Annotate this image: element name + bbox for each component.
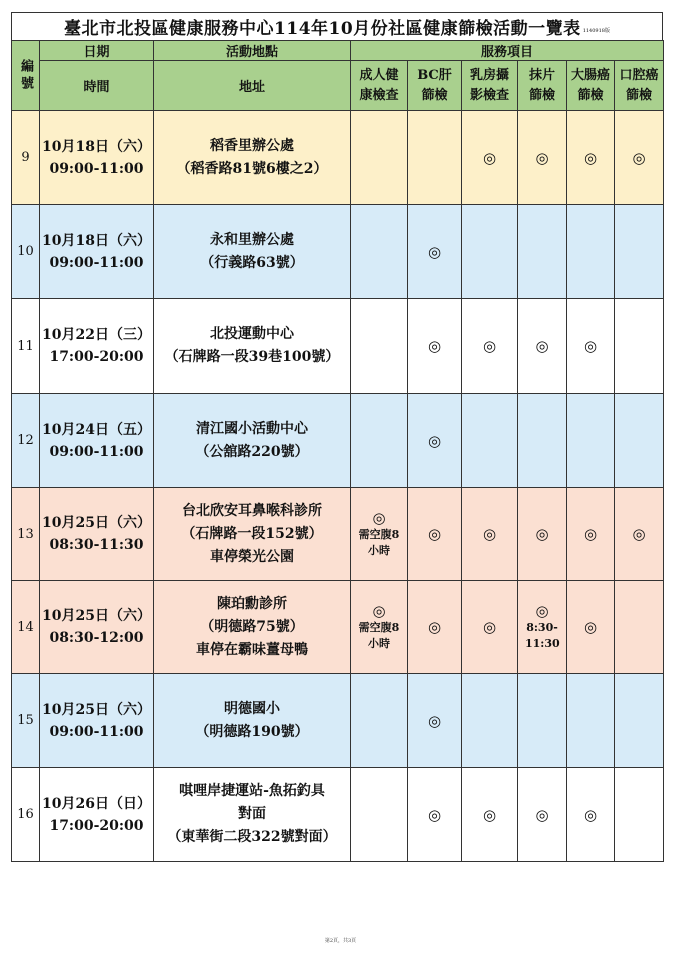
header-service-2: 乳房攝 影檢查: [462, 61, 518, 111]
location-line: 對面: [238, 806, 266, 822]
location-line: 車停在霸味薑母鴨: [196, 641, 308, 658]
location-line: 北投運動中心: [210, 326, 294, 342]
service-cell-5: [615, 674, 664, 768]
row-date: 10月18日（六）: [42, 138, 151, 155]
schedule-table: [11, 40, 664, 862]
header-date: 日期: [40, 41, 154, 61]
row-datetime: [40, 768, 154, 862]
row-date: 10月25日（六）: [42, 515, 151, 531]
location-line: （明德路190號）: [195, 723, 309, 740]
service-cell-1: ◎: [408, 394, 462, 488]
location-line: （東華街二段322號對面）: [167, 829, 337, 845]
row-location: [154, 581, 351, 674]
table-row: [12, 581, 664, 674]
row-number: 9: [12, 111, 40, 205]
row-time: 08:30-11:30: [49, 537, 144, 553]
service-cell-0: [351, 111, 408, 205]
row-datetime: [40, 488, 154, 581]
header-service-3: 抹片 篩檢: [518, 61, 567, 111]
service-cell-1: ◎: [408, 581, 462, 674]
service-cell-5: [615, 581, 664, 674]
row-location: [154, 111, 351, 205]
service-cell-3: [518, 394, 567, 488]
service-cell-5: [615, 299, 664, 394]
service-cell-3: ◎: [518, 299, 567, 394]
row-number: 12: [12, 394, 40, 488]
page-footer: 第2頁，共3頁: [324, 938, 357, 944]
service-cell-1: ◎: [408, 205, 462, 299]
row-time: 09:00-11:00: [49, 723, 144, 740]
location-line: （石牌路一段152號）: [181, 525, 323, 542]
header-location: 活動地點: [154, 41, 351, 61]
service-cell-3: ◎: [518, 768, 567, 862]
service-cell-2: ◎: [462, 488, 518, 581]
location-line: （明德路75號）: [200, 618, 304, 635]
service-mark: ◎: [372, 509, 386, 527]
document-title-bar: [11, 12, 663, 40]
service-cell-0: [351, 581, 408, 674]
header-service-1: BC肝 篩檢: [408, 61, 462, 111]
service-cell-5: [615, 768, 664, 862]
location-line: 稻香里辦公處: [210, 137, 294, 154]
table-row: [12, 205, 664, 299]
location-line: （稻香路81號6樓之2）: [176, 160, 328, 177]
location-line: 台北欣安耳鼻喉科診所: [182, 502, 322, 519]
row-location: [154, 674, 351, 768]
service-cell-4: [567, 394, 615, 488]
row-datetime: [40, 581, 154, 674]
row-number: 11: [12, 299, 40, 394]
table-row: [12, 299, 664, 394]
header-services: 服務項目: [351, 41, 664, 61]
table-row: [12, 674, 664, 768]
service-cell-2: [462, 205, 518, 299]
row-number: 15: [12, 674, 40, 768]
service-cell-2: ◎: [462, 111, 518, 205]
service-cell-4: ◎: [567, 111, 615, 205]
service-cell-4: [567, 674, 615, 768]
service-cell-3: ◎: [518, 111, 567, 205]
service-cell-3: ◎: [518, 488, 567, 581]
service-cell-0: [351, 674, 408, 768]
row-location: [154, 299, 351, 394]
location-line: （公舘路220號）: [195, 443, 309, 460]
header-number: 編號: [12, 41, 40, 111]
row-date: 10月25日（六）: [42, 608, 151, 624]
location-line: 清江國小活動中心: [196, 420, 308, 437]
row-location: [154, 768, 351, 862]
location-line: （石牌路一段39巷100號）: [164, 349, 340, 365]
service-cell-4: ◎: [567, 581, 615, 674]
row-date: 10月18日（六）: [42, 232, 151, 249]
service-cell-2: ◎: [462, 768, 518, 862]
header-time: 時間: [40, 61, 154, 111]
row-datetime: [40, 205, 154, 299]
service-cell-2: ◎: [462, 581, 518, 674]
table-row: [12, 394, 664, 488]
service-cell-4: [567, 205, 615, 299]
row-number: 16: [12, 768, 40, 862]
service-mark: ◎: [372, 602, 386, 620]
row-location: [154, 394, 351, 488]
row-datetime: [40, 674, 154, 768]
row-datetime: [40, 111, 154, 205]
row-location: [154, 488, 351, 581]
row-datetime: [40, 394, 154, 488]
service-cell-0: [351, 488, 408, 581]
row-date: 10月26日（日）: [42, 795, 151, 812]
location-line: 明德國小: [224, 700, 280, 717]
service-cell-0: [351, 768, 408, 862]
version-note: 1140918版: [582, 28, 610, 34]
service-cell-2: ◎: [462, 299, 518, 394]
service-cell-1: [408, 111, 462, 205]
service-mark: ◎: [535, 602, 549, 620]
service-cell-4: ◎: [567, 768, 615, 862]
header-service-5: 口腔癌 篩檢: [615, 61, 664, 111]
service-cell-5: [615, 205, 664, 299]
service-cell-4: ◎: [567, 299, 615, 394]
service-cell-1: ◎: [408, 488, 462, 581]
row-number: 14: [12, 581, 40, 674]
header-service-4: 大腸癌 篩檢: [567, 61, 615, 111]
row-time: 08:30-12:00: [49, 630, 144, 646]
service-cell-1: ◎: [408, 674, 462, 768]
service-cell-3: [518, 674, 567, 768]
row-time: 09:00-11:00: [49, 160, 144, 177]
table-row: [12, 488, 664, 581]
row-location: [154, 205, 351, 299]
service-note: 8:30-11:30: [525, 621, 560, 650]
row-number: 10: [12, 205, 40, 299]
header-address: 地址: [154, 61, 351, 111]
location-line: 唭哩岸捷運站-魚拓釣具: [179, 783, 325, 799]
service-cell-3: [518, 205, 567, 299]
row-number: 13: [12, 488, 40, 581]
service-note: 需空腹8小時: [358, 621, 400, 650]
service-cell-2: [462, 674, 518, 768]
table-row: [12, 111, 664, 205]
service-cell-5: ◎: [615, 488, 664, 581]
row-time: 09:00-11:00: [49, 254, 144, 271]
service-cell-1: ◎: [408, 299, 462, 394]
row-date: 10月25日（六）: [42, 701, 151, 718]
row-time: 17:00-20:00: [49, 817, 144, 834]
location-line: 車停榮光公園: [210, 548, 294, 565]
row-time: 17:00-20:00: [49, 349, 144, 365]
table-row: [12, 768, 664, 862]
service-note: 需空腹8小時: [358, 528, 400, 557]
row-date: 10月22日（三）: [42, 327, 151, 343]
row-time: 09:00-11:00: [49, 443, 144, 460]
service-cell-0: [351, 394, 408, 488]
service-cell-5: ◎: [615, 111, 664, 205]
header-service-0: 成人健 康檢查: [351, 61, 408, 111]
location-line: 永和里辦公處: [210, 231, 294, 248]
service-cell-2: [462, 394, 518, 488]
service-cell-0: [351, 299, 408, 394]
service-cell-4: ◎: [567, 488, 615, 581]
service-cell-5: [615, 394, 664, 488]
location-line: 陳珀勳診所: [217, 595, 287, 612]
row-datetime: [40, 299, 154, 394]
service-cell-1: ◎: [408, 768, 462, 862]
service-cell-0: [351, 205, 408, 299]
document-title: 臺北市北投區健康服務中心114年10月份社區健康篩檢活動一覽表: [64, 19, 581, 39]
row-date: 10月24日（五）: [42, 421, 151, 438]
service-cell-3: [518, 581, 567, 674]
location-line: （行義路63號）: [200, 254, 304, 271]
